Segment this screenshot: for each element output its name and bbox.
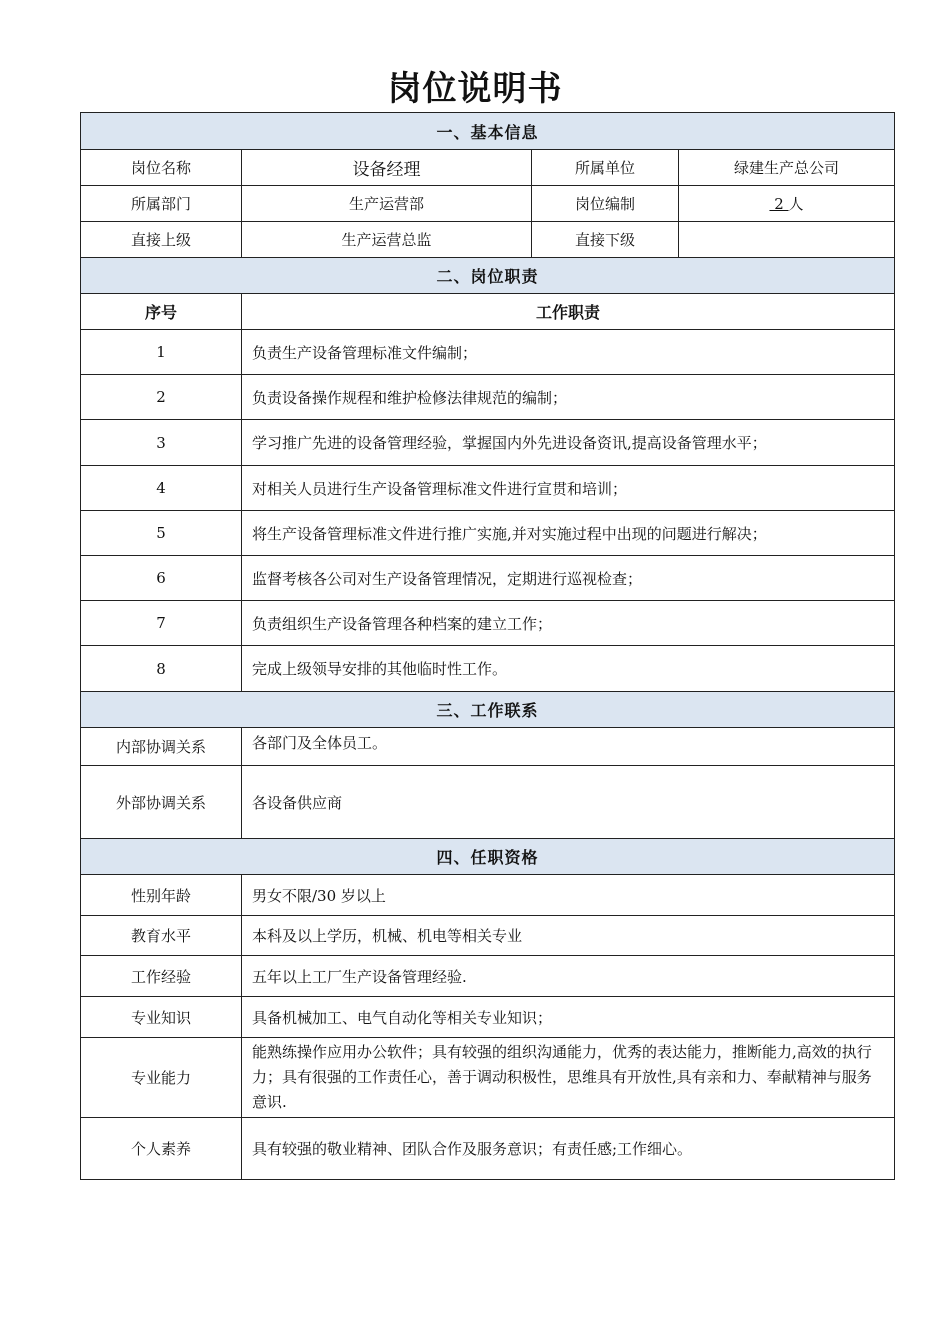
subordinate-label: 直接下级 xyxy=(532,222,679,258)
duty-no: 2 xyxy=(81,375,242,420)
duty-text: 负责生产设备管理标准文件编制； xyxy=(242,330,895,375)
duty-row xyxy=(81,330,895,375)
external-value: 各设备供应商 xyxy=(242,766,895,839)
section-title: 一、基本信息 xyxy=(81,113,895,150)
basic-row-superior xyxy=(81,222,895,258)
superior-value: 生产运营总监 xyxy=(242,222,532,258)
duty-text: 对相关人员进行生产设备管理标准文件进行宣贯和培训； xyxy=(242,466,895,511)
section-title: 二、岗位职责 xyxy=(81,258,895,294)
duty-no: 5 xyxy=(81,511,242,556)
qualification-label: 工作经验 xyxy=(81,956,242,997)
qualification-label: 个人素养 xyxy=(81,1118,242,1180)
qualification-row xyxy=(81,956,895,997)
qualification-label: 教育水平 xyxy=(81,916,242,956)
section-basic-info xyxy=(81,113,895,150)
qualification-label: 专业能力 xyxy=(81,1038,242,1118)
qualification-value: 具备机械加工、电气自动化等相关专业知识； xyxy=(242,997,895,1038)
duty-no: 3 xyxy=(81,420,242,466)
qualification-row xyxy=(81,1038,895,1118)
duty-row xyxy=(81,511,895,556)
basic-row-dept xyxy=(81,186,895,222)
job-description-table xyxy=(80,112,895,1180)
unit-label: 所属单位 xyxy=(532,150,679,186)
headcount-value: 2 xyxy=(769,195,789,213)
duties-text-header: 工作职责 xyxy=(242,294,895,330)
internal-value: 各部门及全体员工。 xyxy=(242,728,895,766)
duty-no: 1 xyxy=(81,330,242,375)
section-title: 四、任职资格 xyxy=(81,839,895,875)
section-qualifications xyxy=(81,839,895,875)
duty-row xyxy=(81,646,895,692)
position-value: 设备经理 xyxy=(242,150,532,186)
duty-text: 负责组织生产设备管理各种档案的建立工作； xyxy=(242,601,895,646)
section-duties xyxy=(81,258,895,294)
duty-no: 8 xyxy=(81,646,242,692)
subordinate-value xyxy=(679,222,895,258)
qualification-row xyxy=(81,1118,895,1180)
qualification-value: 五年以上工厂生产设备管理经验. xyxy=(242,956,895,997)
duty-no: 7 xyxy=(81,601,242,646)
basic-row-position xyxy=(81,150,895,186)
duty-row xyxy=(81,601,895,646)
headcount-unit: 人 xyxy=(788,195,804,213)
section-relations xyxy=(81,692,895,728)
superior-label: 直接上级 xyxy=(81,222,242,258)
headcount-cell xyxy=(679,186,895,222)
internal-label: 内部协调关系 xyxy=(81,728,242,766)
position-label: 岗位名称 xyxy=(81,150,242,186)
qualification-row xyxy=(81,997,895,1038)
qualification-row xyxy=(81,916,895,956)
relation-row-external xyxy=(81,766,895,839)
dept-label: 所属部门 xyxy=(81,186,242,222)
duties-no-header: 序号 xyxy=(81,294,242,330)
headcount-label: 岗位编制 xyxy=(532,186,679,222)
qualification-value: 能熟练操作应用办公软件；具有较强的组织沟通能力，优秀的表达能力，推断能力,高效的执行力；具有很强的工作责任心，善于调动积极性，思维具有开放性,具有亲和力、奉献精神与服务意识. xyxy=(242,1038,895,1118)
qualification-value: 本科及以上学历，机械、机电等相关专业 xyxy=(242,916,895,956)
duty-text: 学习推广先进的设备管理经验，掌握国内外先进设备资讯,提高设备管理水平； xyxy=(242,420,895,466)
duty-text: 将生产设备管理标准文件进行推广实施,并对实施过程中出现的问题进行解决； xyxy=(242,511,895,556)
duty-row xyxy=(81,420,895,466)
document-title: 岗位说明书 xyxy=(387,69,563,109)
duty-no: 4 xyxy=(81,466,242,511)
duty-text: 监督考核各公司对生产设备管理情况，定期进行巡视检查； xyxy=(242,556,895,601)
unit-value: 绿建生产总公司 xyxy=(679,150,895,186)
relation-row-internal xyxy=(81,728,895,766)
duty-text: 完成上级领导安排的其他临时性工作。 xyxy=(242,646,895,692)
qualification-label: 性别年龄 xyxy=(81,875,242,916)
qualification-label: 专业知识 xyxy=(81,997,242,1038)
section-title: 三、工作联系 xyxy=(81,692,895,728)
qualification-value: 男女不限/30 岁以上 xyxy=(242,875,895,916)
duty-row xyxy=(81,556,895,601)
duty-text: 负责设备操作规程和维护检修法律规范的编制； xyxy=(242,375,895,420)
duty-no: 6 xyxy=(81,556,242,601)
external-label: 外部协调关系 xyxy=(81,766,242,839)
qualification-value: 具有较强的敬业精神、团队合作及服务意识；有责任感;工作细心。 xyxy=(242,1118,895,1180)
dept-value: 生产运营部 xyxy=(242,186,532,222)
duties-header-row xyxy=(81,294,895,330)
duty-row xyxy=(81,375,895,420)
qualification-row xyxy=(81,875,895,916)
duty-row xyxy=(81,466,895,511)
